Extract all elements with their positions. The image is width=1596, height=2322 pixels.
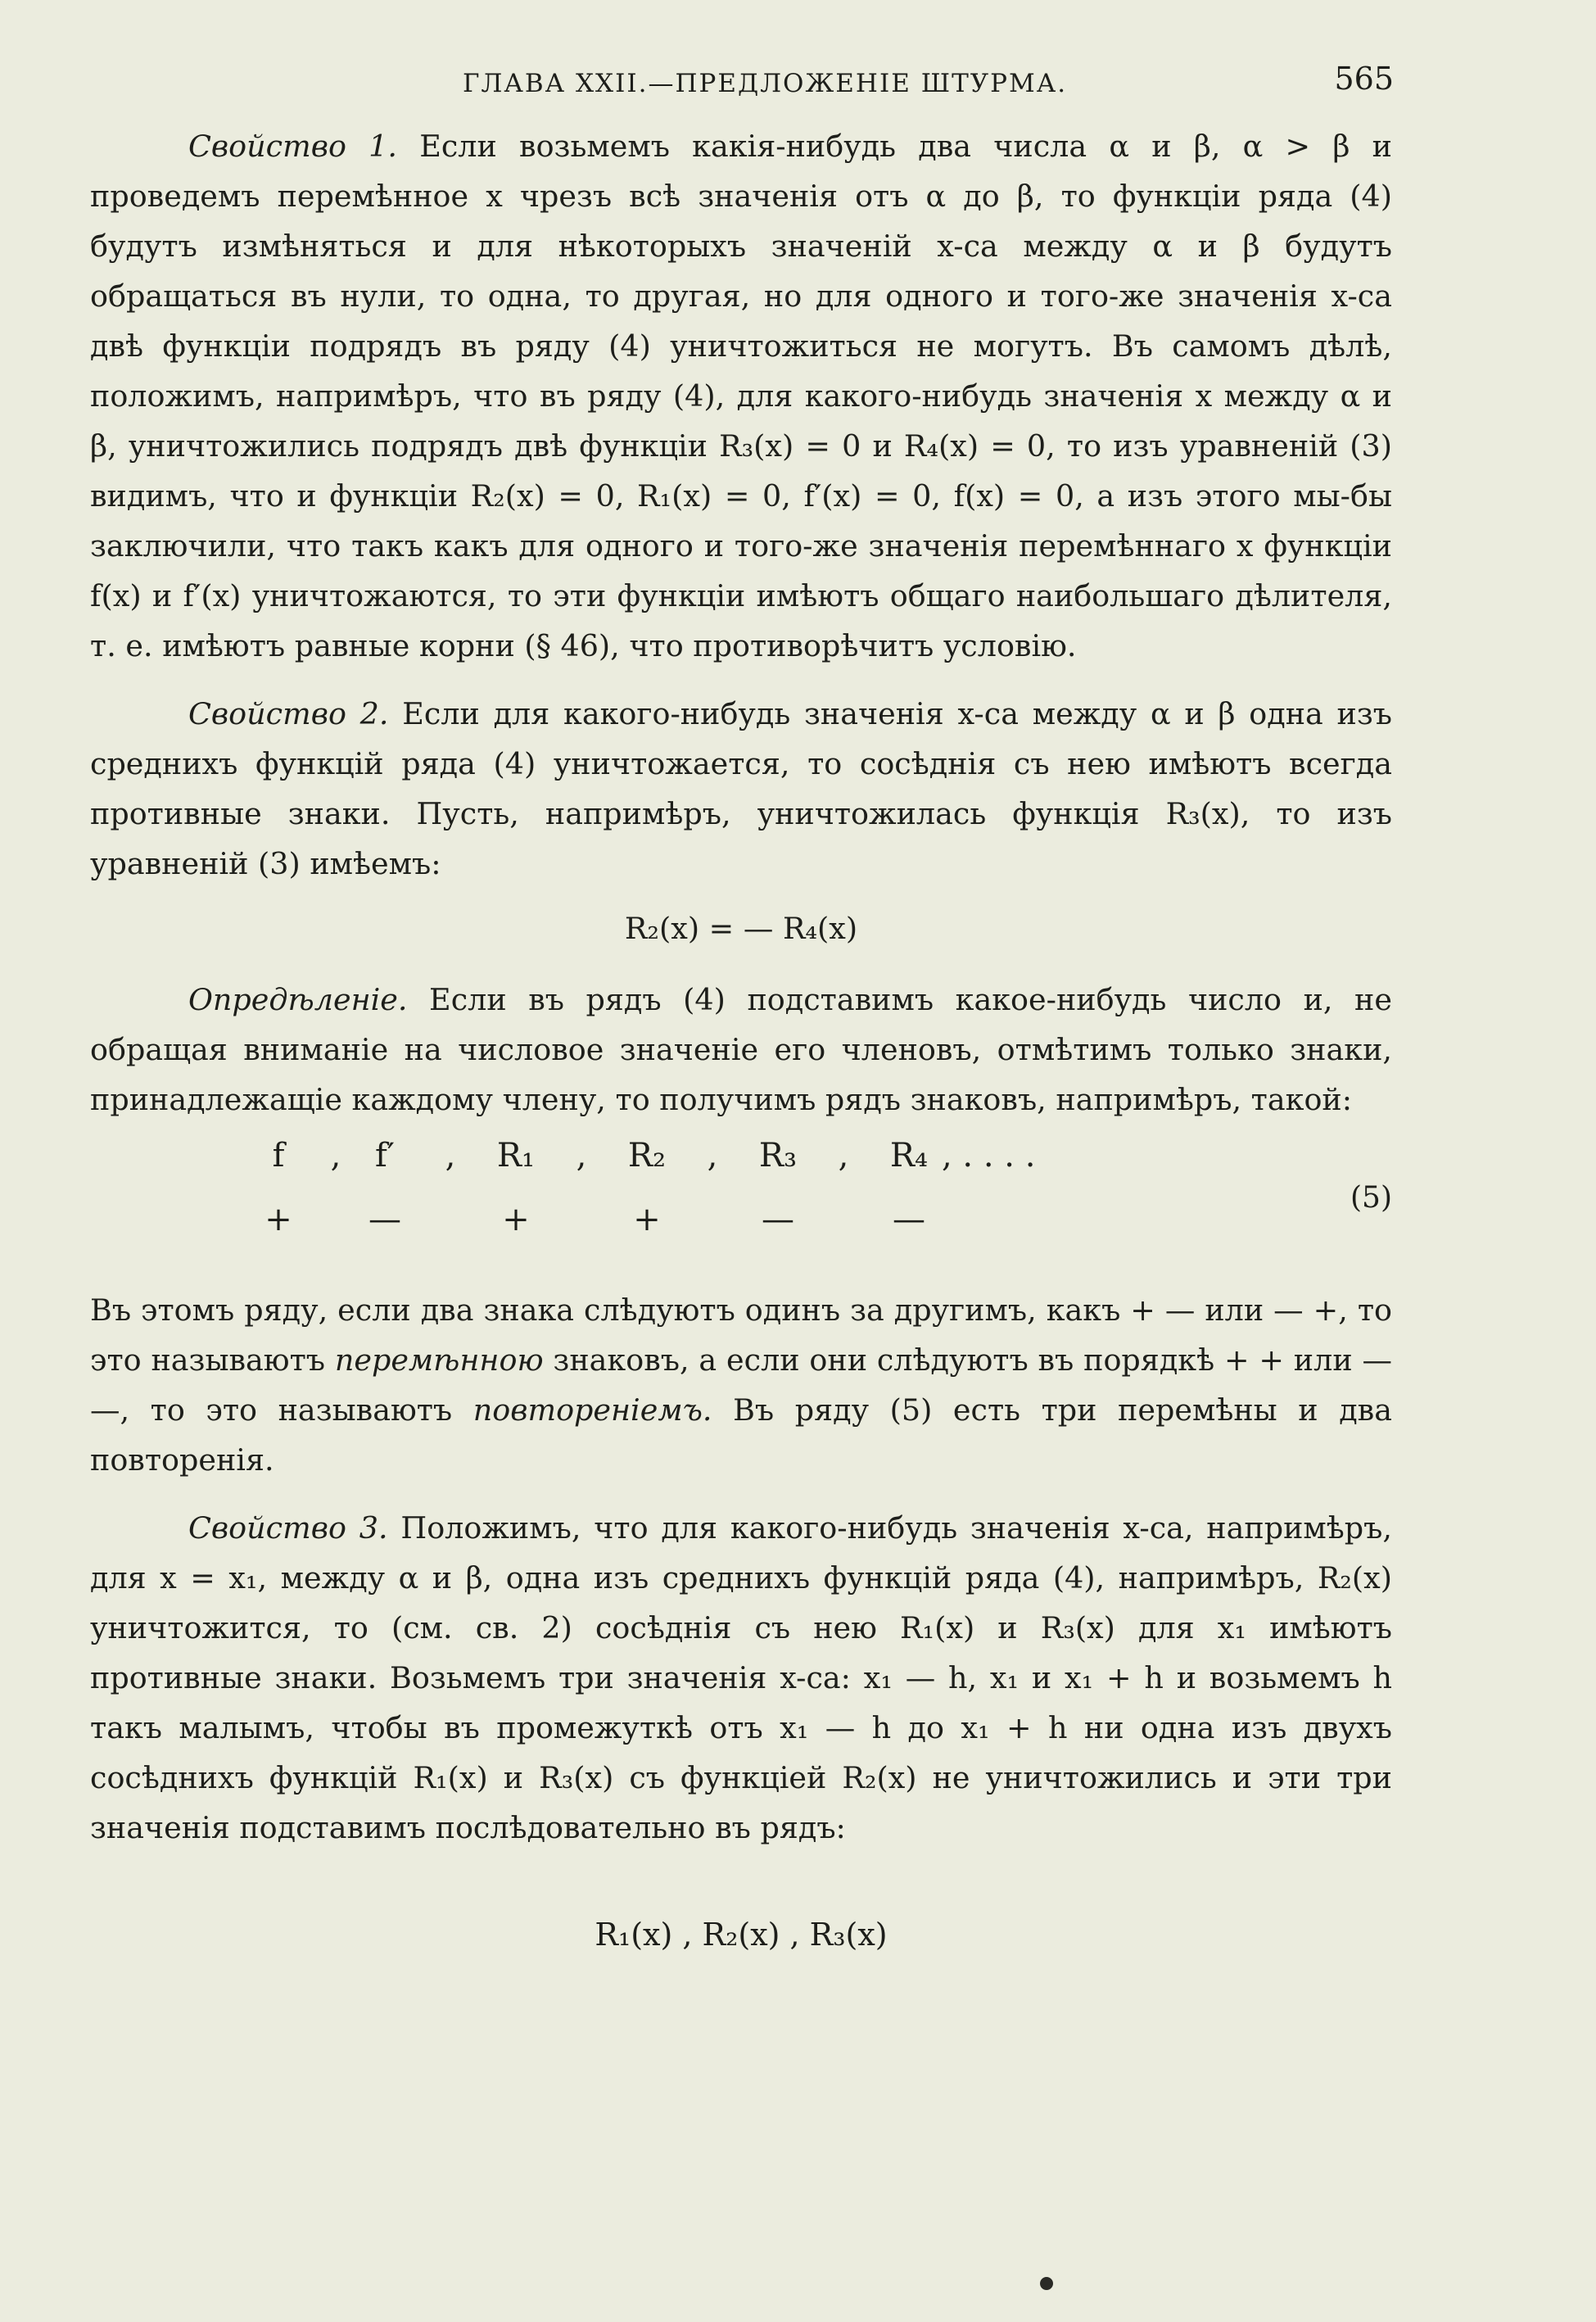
seq-sign: — — [893, 1201, 925, 1238]
chapter-title: ГЛАВА XXII.—ПРЕДЛОЖЕНIЕ ШТУРМА. — [463, 69, 1068, 98]
seq-sign: — — [368, 1201, 401, 1238]
seq-sign: + — [502, 1201, 530, 1238]
book-page — [90, 57, 1392, 1960]
ink-speck — [1040, 2277, 1053, 2290]
seq-func-r1: R₁ — [496, 1137, 536, 1175]
seq-comma: , — [576, 1137, 587, 1175]
term-repetition: повторенiемъ. — [472, 1392, 712, 1428]
changes-text-c: Въ ряду (5) есть три перемѣны и два повторенiя. — [90, 1392, 1392, 1478]
property-1-text: Если возьмемъ какiя-нибудь два числа α и β, α > β и проведемъ перемѣнное x чрезъ всѣ значенiя отъ α до β, то функцiи ряда (4) будутъ измѣняться и для нѣкоторыхъ значенiй x-са между α и β будутъ обращаться въ нули, то одна, то другая, но для одного и того-же значенiя x-са двѣ функцiи подрядъ въ ряду (4) уничтожиться не могутъ. Въ самомъ дѣлѣ, положимъ, напримѣръ, что въ ряду (4), для какого-нибудь значенiя x между α и β, уничтожились подрядъ двѣ функцiи R₃(x) = 0 и R₄(x) = 0, то изъ уравненiй (3) видимъ, что и функцiи R₂(x) = 0, R₁(x) = 0, f′(x) = 0, f(x) = 0, а изъ этого мы-бы заключили, что такъ какъ для одного и того-же значенiя перемѣннаго x функцiи f(x) и f′(x) уничтожаются, то эти функцiи имѣютъ общаго наибольшаго дѣлителя, т. е. имѣютъ равные корни (§ 46), что противорѣчитъ условiю. — [90, 129, 1392, 663]
running-header — [90, 57, 1392, 106]
seq-sign: + — [264, 1201, 292, 1238]
seq-comma: , — [330, 1137, 341, 1175]
paragraph-property-1 — [90, 121, 1392, 671]
paragraph-changes — [90, 1285, 1392, 1485]
property-3-text: Положимъ, что для какого-нибудь значенiя x-са, напримѣръ, для x = x₁, между α и β, одна изъ среднихъ функцiй ряда (4), напримѣръ, R₂(x) уничтожится, то (см. св. 2) сосѣднiя съ нею R₁(x) и R₃(x) для x₁ имѣютъ противные знаки. Возьмемъ три значенiя x-са: x₁ — h, x₁ и x₁ + h и возьмемъ h такъ малымъ, чтобы въ промежуткѣ отъ x₁ — h до x₁ + h ни одна изъ двухъ сосѣднихъ функцiй R₁(x) и R₃(x) съ функцiей R₂(x) не уничтожились и эти три значенiя подставимъ послѣдовательно въ рядъ: — [90, 1510, 1392, 1845]
property-2-heading: Свойство 2. — [188, 696, 389, 731]
property-3-heading: Свойство 3. — [188, 1510, 388, 1546]
sign-sequence-5 — [90, 1131, 1392, 1269]
paragraph-property-3 — [90, 1503, 1392, 1853]
seq-comma: , — [707, 1137, 718, 1175]
changes-text-a: Въ этомъ ряду, если два знака слѣдуютъ одинъ за другимъ, какъ + — или — +, то это называютъ — [90, 1292, 1392, 1378]
seq-comma: , — [445, 1137, 456, 1175]
formula-r2-r4: R₂(x) = — R₄(x) — [624, 911, 858, 946]
paragraph-definition — [90, 975, 1392, 1125]
definition-heading: Опредѣленiе. — [188, 982, 408, 1017]
definition-text: Если въ рядъ (4) подставимъ какое-нибудь число и, не обращая вниманiе на числовое значенiе его членовъ, отмѣтимъ только знаки, принадлежащiе каждому члену, то получимъ рядъ знаковъ, напримѣръ, такой: — [90, 982, 1392, 1117]
seq-ellipsis: , . . . . — [942, 1137, 1036, 1175]
seq-func-r4: R₄ — [889, 1137, 929, 1175]
property-1-heading: Свойство 1. — [188, 129, 397, 164]
term-change: перемѣнною — [334, 1342, 544, 1378]
page-number: 565 — [1334, 61, 1394, 97]
seq-func-f: f — [272, 1137, 285, 1175]
paragraph-property-2 — [90, 689, 1392, 889]
seq-func-r2: R₂ — [627, 1137, 667, 1175]
seq-comma: , — [838, 1137, 849, 1175]
equation-number: (5) — [1350, 1181, 1392, 1215]
seq-sign: — — [762, 1201, 794, 1238]
seq-func-fprime: f′ — [375, 1137, 395, 1175]
changes-text-b: знаковъ, а если они слѣдуютъ въ порядкѣ + + или — —, то это называютъ — [90, 1342, 1392, 1428]
seq-func-r3: R₃ — [758, 1137, 798, 1175]
property-2-text: Если для какого-нибудь значенiя x-са между α и β одна изъ среднихъ функцiй ряда (4) уничтожается, то сосѣднiя съ нею имѣютъ всегда противные знаки. Пусть, напримѣръ, уничтожилась функцiя R₃(x), то изъ уравненiй (3) имѣемъ: — [90, 696, 1392, 881]
seq-sign: + — [633, 1201, 661, 1238]
formula-r1-r2-r3: R₁(x) , R₂(x) , R₃(x) — [595, 1917, 888, 1953]
